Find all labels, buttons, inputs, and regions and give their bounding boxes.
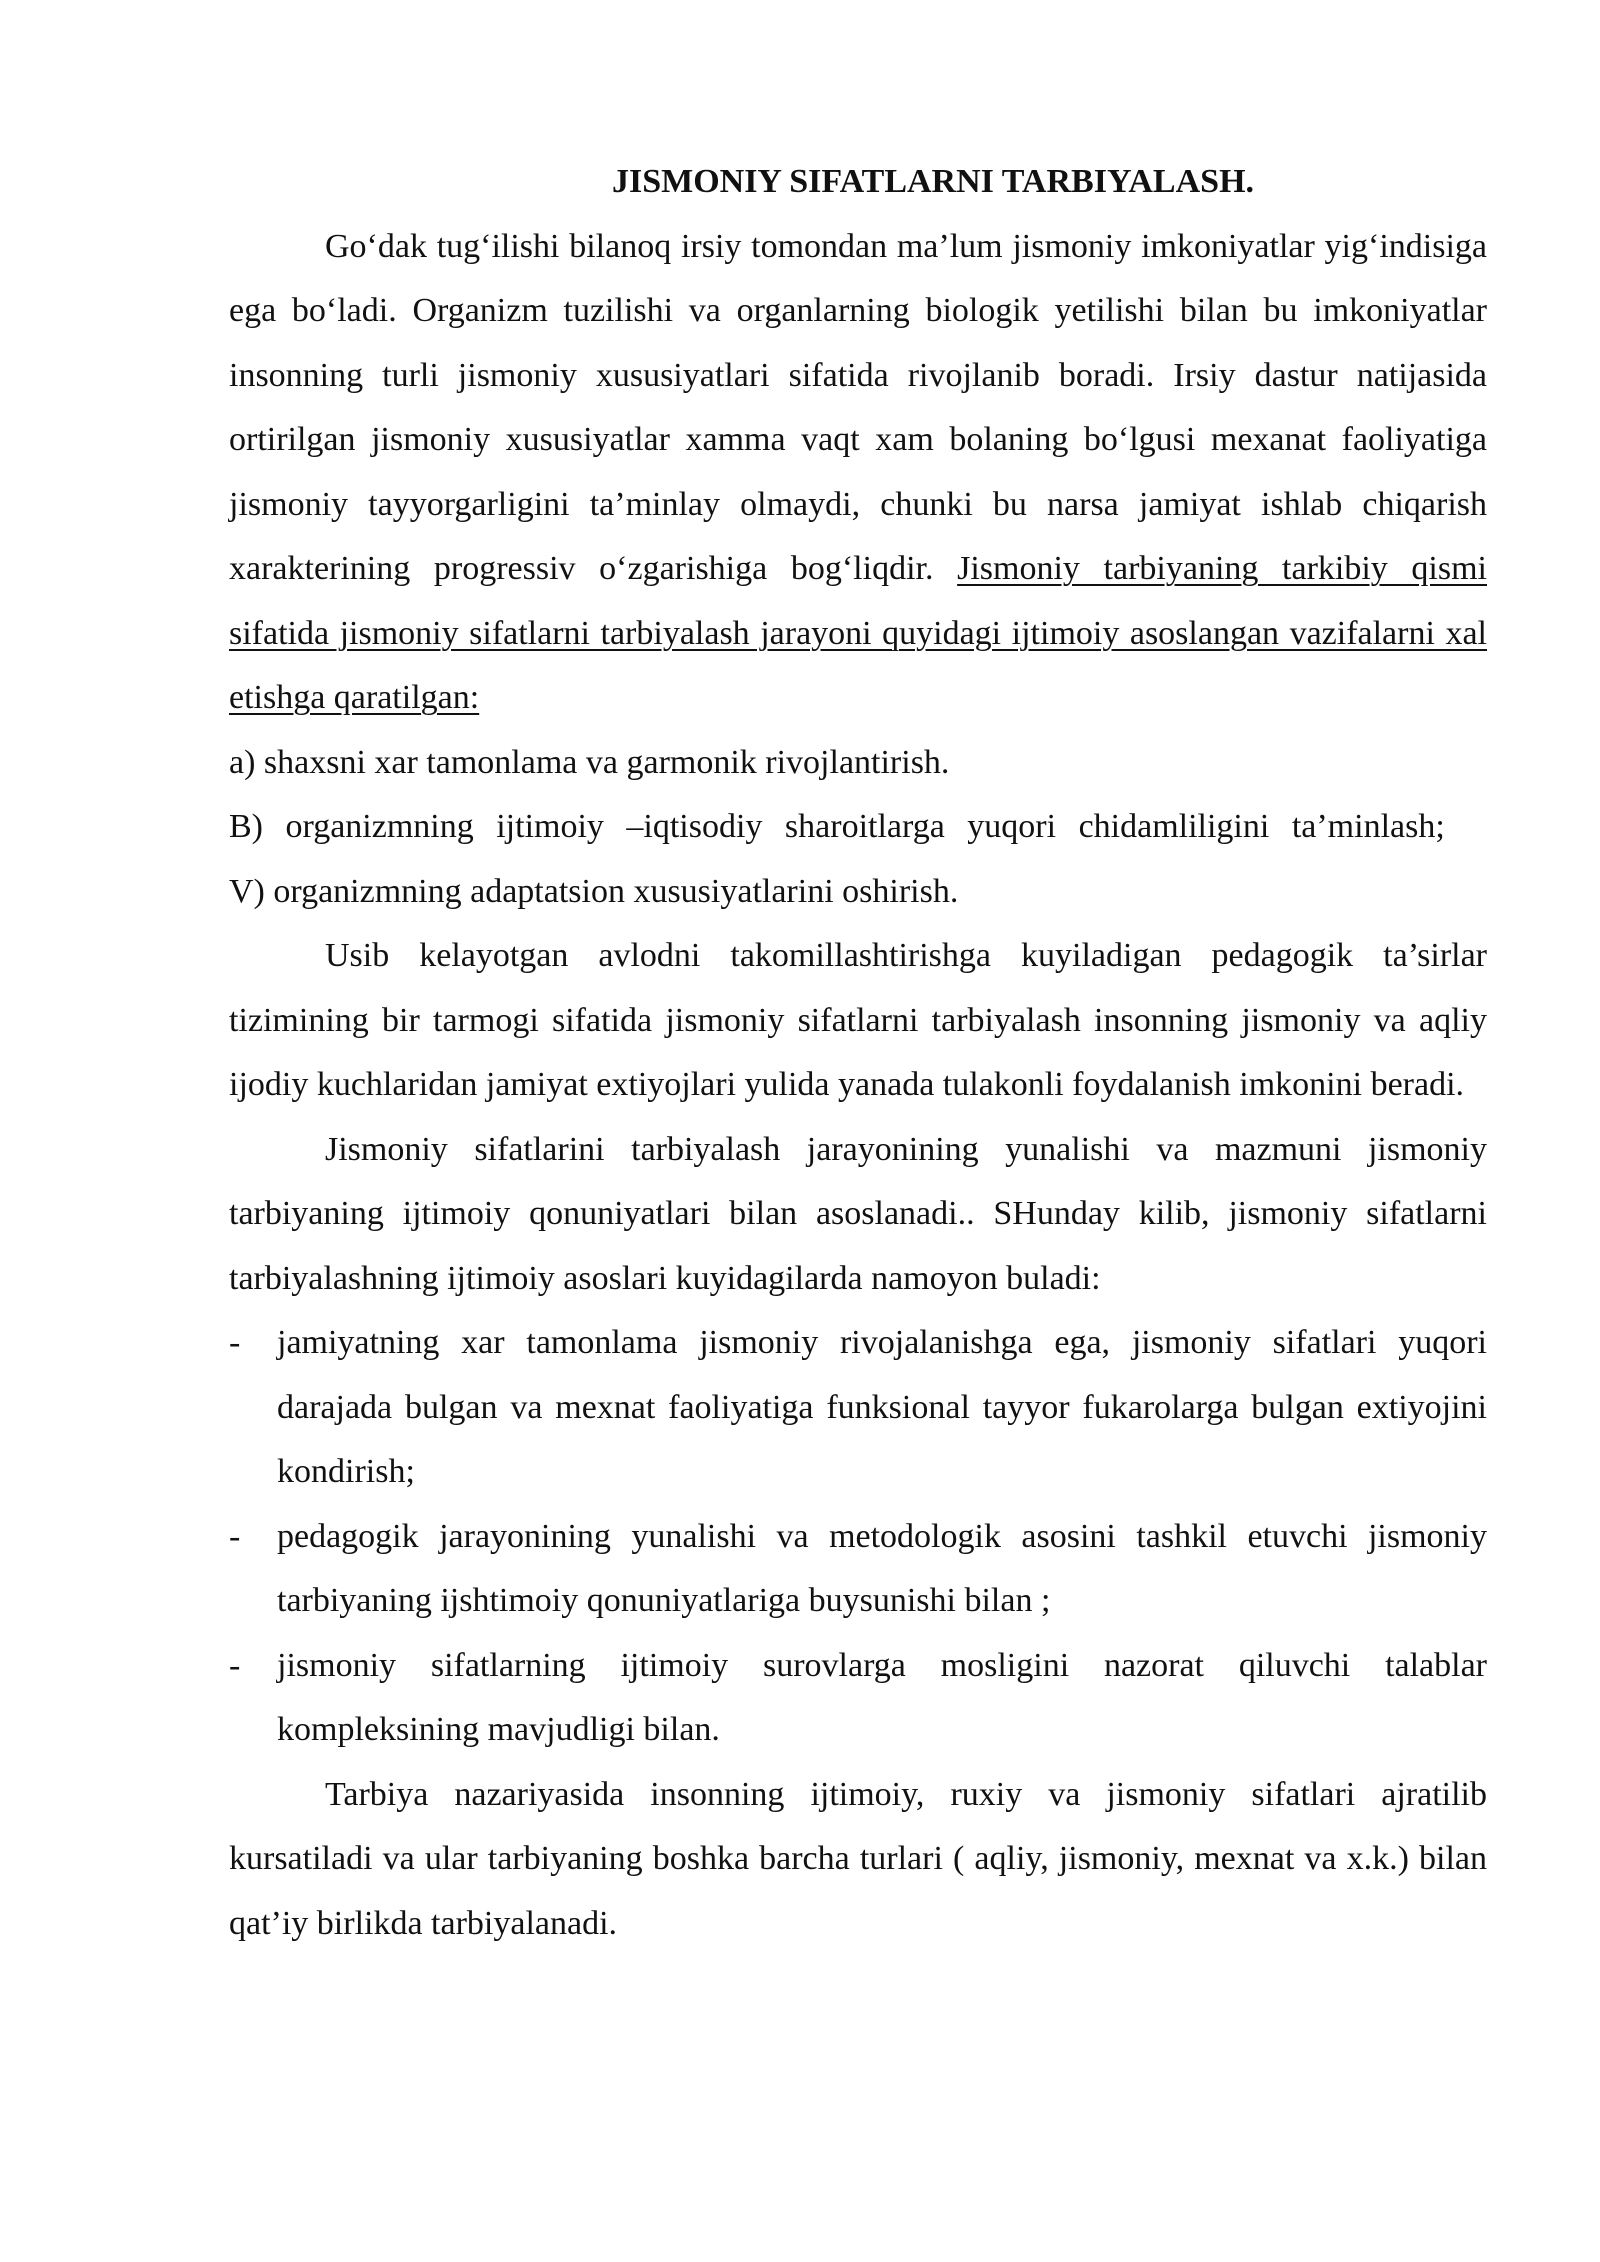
underlined-sentence: Jismoniy tarbiyaning tarkibiy qismi sifatida jismoniy sifatlarni tarbiyalash jarayoni quyidagi ijtimoiy asoslangan vazifalarni xal etishga qaratilgan:	[229, 550, 1487, 716]
bullet-text: jismoniy sifatlarning ijtimoiy surovlarga mosligini nazorat qiluvchi talablar kompleksining mavjudligi bilan.	[277, 1646, 1487, 1748]
bullet-item	[229, 1311, 1487, 1505]
bullet-dash: -	[229, 1517, 241, 1555]
bullet-text: pedagogik jarayonining yunalishi va metodologik asosini tashkil etuvchi jismoniy tarbiyaning ijshtimoiy qonuniyatlariga buysunishi bilan ;	[277, 1517, 1487, 1619]
bullet-item	[229, 1505, 1487, 1634]
task-a: a) shaxsni xar tamonlama va garmonik rivojlantirish.	[229, 743, 950, 781]
bullet-item	[229, 1634, 1487, 1763]
paragraph-social-foundations: Jismoniy sifatlarini tarbiyalash jarayonining yunalishi va mazmuni jismoniy tarbiyaning ijtimoiy qonuniyatlari bilan asoslanadi.. SHunday kilib, jismoniy sifatlarni tarbiyalashning ijtimoiy asoslari kuyidagilarda namoyon buladi:	[229, 1130, 1487, 1297]
paragraph-upbringing-system: Usib kelayotgan avlodni takomillashtirishga kuyiladigan pedagogik ta’sirlar tizimining bir tarmogi sifatida jismoniy sifatlarni tarbiyalash insonning jismoniy va aqliy ijodiy kuchlaridan jamiyat extiyojlari yulida yanada tulakonli foydalanish imkonini beradi.	[229, 937, 1487, 1103]
intro-paragraph	[229, 215, 1487, 731]
document-title: JISMONIY SIFATLARNI TARBIYALASH.	[611, 163, 1255, 200]
intro-paragraph-text: Go‘dak tug‘ilishi bilanoq irsiy tomondan ma’lum jismoniy imkoniyatlar yig‘indisiga ega bo‘ladi. Organizm tuzilishi va organlarning biologik yetilishi bilan bu imkoniyatlar insonning turli jismoniy xususiyatlari sifatida rivojlanib boradi. Irsiy dastur natijasida ortirilgan jismoniy xususiyatlar xamma vaqt xam bolaning bo‘lgusi mexanat faoliyatiga jismoniy tayyorgarligini ta’minlay olmaydi, chunki bu narsa jamiyat ishlab chiqarish xarakterining progressiv o‘zgarishiga bog‘liqdir.	[229, 227, 1487, 587]
document-body	[229, 150, 1487, 1956]
bullet-text: jamiyatning xar tamonlama jismoniy rivojalanishga ega, jismoniy sifatlari yuqori darajada bulgan va mexnat faoliyatiga funksional tayyor fukarolarga bulgan extiyojini kondirish;	[277, 1324, 1487, 1490]
paragraph-upbringing-theory: Tarbiya nazariyasida insonning ijtimoiy, ruxiy va jismoniy sifatlari ajratilib kursatiladi va ular tarbiyaning boshka barcha turlari ( aqliy, jismoniy, mexnat va x.k.) bilan qat’iy birlikda tarbiyalanadi.	[229, 1775, 1487, 1942]
task-v: V) organizmning adaptatsion xususiyatlarini oshirish.	[229, 872, 959, 910]
bullet-dash: -	[229, 1324, 241, 1361]
bullet-dash: -	[229, 1646, 241, 1684]
task-b: B) organizmning ijtimoiy –iqtisodiy sharoitlarga yuqori chidamliligini ta’minlash;	[229, 808, 1445, 845]
